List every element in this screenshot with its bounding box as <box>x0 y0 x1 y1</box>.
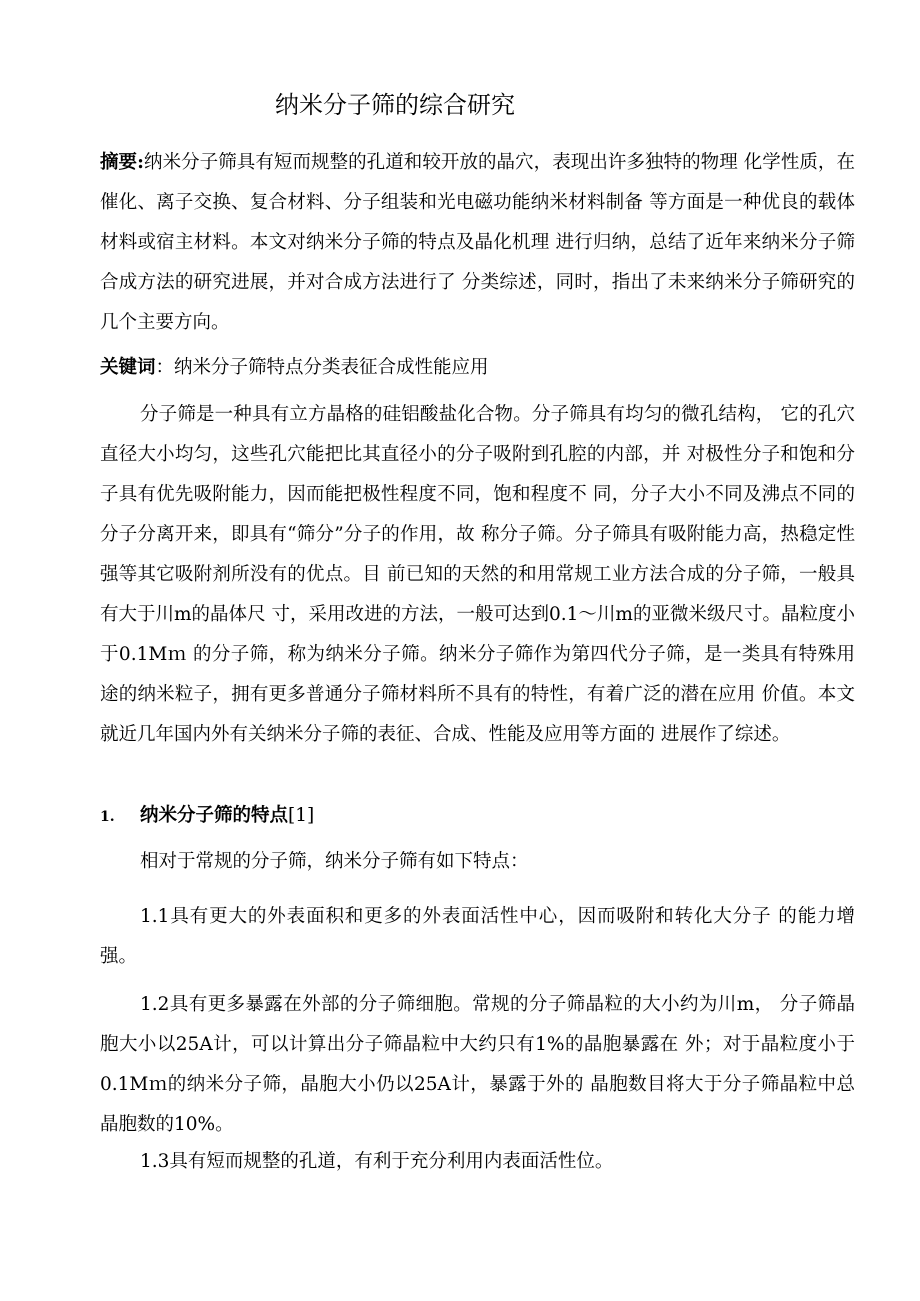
point-paragraph: 1.1具有更大的外表面积和更多的外表面活性中心，因而吸附和转化大分子 的能力增强。 <box>100 906 855 967</box>
abstract-paragraph <box>100 143 855 343</box>
abstract-label: 摘要: <box>100 152 144 173</box>
section-title: 纳米分子筛的特点 <box>140 805 289 826</box>
section-number: 1. <box>100 809 115 825</box>
section-reference: [1] <box>288 805 315 826</box>
section-heading <box>100 798 314 835</box>
keywords-text: ：纳米分子筛特点分类表征合成性能应用 <box>155 357 489 378</box>
point-paragraph: 1.3具有短而规整的孔道，有利于充分利用内表面活性位。 <box>140 1151 614 1172</box>
intro-paragraph: 分子筛是一种具有立方晶格的硅铝酸盐化合物。分子筛具有均匀的微孔结构， 它的孔穴直径大小均匀，这些孔穴能把比其直径小的分子吸附到孔腔的内部，并 对极性分子和饱和分子具有优先吸附能力，因而能把极性程度不同，饱和程度不 同，分子大小不同及沸点不同的分子分离开来，即具有“筛分”分子的作用，故 称分子筛。分子筛具有吸附能力高，热稳定性强等其它吸附剂所没有的优点。目 前已知的天然的和用常规工业方法合成的分子筛，一般具有大于川m的晶体尺 寸，采用改进的方法，一般可达到0.1～川m的亚微米级尺寸。晶粒度小于0.1Mｍ 的分子筛，称为纳米分子筛。纳米分子筛作为第四代分子筛，是一类具有特殊用 途的纳米粒子，拥有更多普通分子筛材料所不具有的特性，有着广泛的潜在应用 价值。本文就近几年国内外有关纳米分子筛的表征、合成、性能及应用等方面的 进展作了综述。 <box>100 404 855 745</box>
keywords-label: 关键词 <box>100 357 156 378</box>
document-title: 纳米分子筛的综合研究 <box>275 91 515 119</box>
keywords-paragraph <box>100 348 855 388</box>
section-intro-paragraph: 相对于常规的分子筛，纳米分子筛有如下特点： <box>140 851 529 872</box>
point-paragraph: 1.2具有更多暴露在外部的分子筛细胞。常规的分子筛晶粒的大小约为川m， 分子筛晶胞大小以25A计，可以计算出分子筛晶粒中大约只有1%的晶胞暴露在 外；对于晶粒度小于0.1Mｍ的纳米分子筛，晶胞大小仍以25A计，暴露于外的 晶胞数目将大于分子筛晶粒中总晶胞数的10%。 <box>100 994 855 1135</box>
abstract-text: 纳米分子筛具有短而规整的孔道和较开放的晶穴，表现出许多独特的物理 化学性质，在催化、离子交换、复合材料、分子组装和光电磁功能纳米材料制备 等方面是一种优良的载体材料或宿主材料。本文对纳米分子筛的特点及晶化机理 进行归纳，总结了近年来纳米分子筛合成方法的研究进展，并对合成方法进行了 分类综述，同时，指出了未来纳米分子筛研究的几个主要方向。 <box>100 152 855 333</box>
